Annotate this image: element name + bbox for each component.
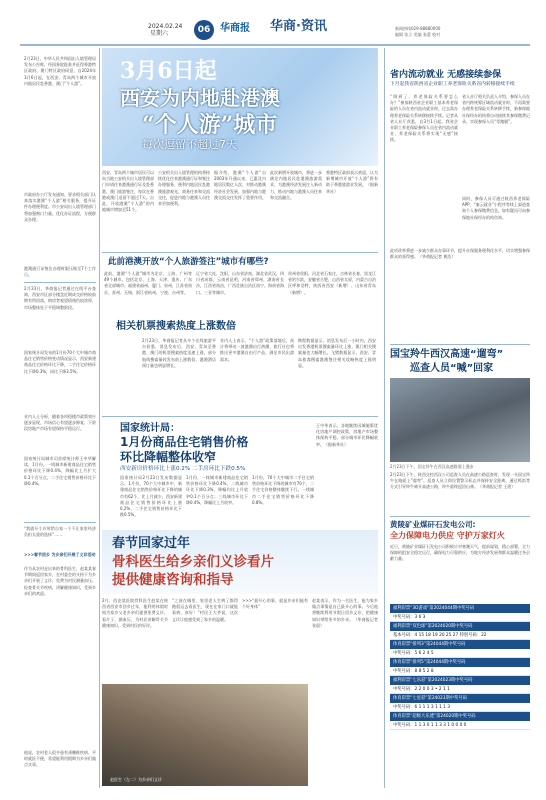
header-rule: [20, 44, 530, 46]
lead-body-col1: 西安、青岛两个城市居民可以向当地公安机关出入境管理部门申请往来港澳通行证及赴香港、澳门旅游签注，每次在香港或澳门逗留不超过7天。自此，开放港澳“个人游”的内地城市增加至51个。: [102, 170, 154, 213]
right-top-title: 省内流动就业 无感接续参保: [390, 70, 502, 80]
left-quote: >>>春节回乡 为乡亲们开展了义诊活动: [24, 552, 96, 557]
lead-intro-text: 2月23日，中华人民共和国出入境管理局发布公告称，经国务院批准并征得香港特区政府、澳门特区政府同意，自2024年3月6日起，在西安、青岛两个城市开放内地居民赴香港、澳门“个人游”。: [24, 56, 96, 86]
lead-subheadline: 每次逗留不超过7天: [142, 138, 237, 151]
lead-headline-line1: 3月6日起: [120, 58, 217, 84]
doctor-photo-caption: 赵医生（左二）为乡亲们义诊: [110, 777, 162, 782]
flights-text-1: 2月23日，华商报记者从多个在线旅游平台获悉，消息发布后，西安、青岛至香港、澳门的机票搜索热度迅速上涨，部分航线搜索量较发布前上涨数倍，港澳酒店预订量也明显增长。: [142, 338, 216, 368]
lottery-title: 体育彩票“七星彩”第24023期中奖号码: [390, 694, 530, 703]
lead-headline-line3: “个人游”城市: [142, 112, 278, 138]
doctor-col4: 赵某表示，作为一名医生，能为家乡做点事情是自己最开心的事。今后他将继续利用节假日回乡义诊，把健康知识带给更多的乡亲。（华商报记者 张晨）: [312, 598, 378, 628]
left-text-7: 他说，农村老人很多患有颈腰椎疾病，平时就医不便，希望能利用假期为乡亲们做点实事。: [24, 750, 96, 768]
page-number: 06: [194, 20, 214, 40]
lottery-title: 体育彩票“排列3”第24044期中奖号码: [390, 640, 530, 649]
column-rule: [99, 48, 100, 788]
cities-text-a: 此前，港澳“个人游”城市为北京、上海、广州等49个城市。包括北京、上海、天津、重庆、广东省全部城市、福建省福州、厦门、泉州，江苏省南京、苏州、无锡，浙江省杭州、宁波、台州等。: [104, 271, 192, 295]
doctor-col2: “之前在城里，家里老人生病了都得跑很远去看医生，现在在家门口就能看病，真好！”村民王大爷说，这次义诊让他感受到了家乡的温暖。: [172, 598, 238, 622]
right-top-text-2: 省人社厅相关负责人介绍，参保人员在省内跨统筹区域流动就业时，不再需要办理养老保险关系转移手续，新参保地社保经办机构将自动接续其参保缴费记录，实现参保人员“零跑腿”。: [462, 94, 530, 124]
lottery-value: 基本号码：4 15 18 19 20 25 27 特别号码：22: [390, 631, 530, 640]
sidebar-text: 市政府办公厅发布通知，要求相关部门认真落实港澳“个人游”相关服务，提升证件办理便利度。市公安局出入境管理部门将加强窗口力量，优化办证流程，方便群众办理。: [24, 192, 96, 222]
flights-text-2: 业内人士表示，“个人游”政策落地后，预计将带动一波港澳出行热潮，旅行社也将推出更多港澳自由行产品，满足市民出游需求。: [220, 338, 294, 362]
right-top-text-1: “调到了，养老保险关系要怎么办？”参加陕西省企业职工基本养老保险的人员在省内流动就业时，过去需办理养老保险关系转移接续手续。记者从省人社厅获悉，自3月1日起，我省企业职工养老保险参保人员在省内流动就业，养老保险关系将实现“无感”接续。: [390, 94, 458, 143]
lottery-value: 中奖号码：2 2 0 0 3 • 2 1 1: [390, 685, 530, 694]
column-rule: [384, 48, 385, 788]
right-mid-title-2: 巡查人员“喊”回家: [410, 363, 494, 374]
issue-date: 2024.02.24: [148, 23, 183, 30]
right-bottom-title: 黄陵矿业煤矸石发电公司:: [390, 520, 476, 529]
lottery-title: 福利彩票“双色球”第2024020期中奖号码: [390, 622, 530, 631]
lottery-value: 中奖号码：6 1 1 1 3 1 1 1 3: [390, 703, 530, 712]
left-text-2: 国家统计局发布的1月份70个大中城市商品住宅销售价格变动情况显示，西安新建商品住宅价格环比下降，二手住宅价格环比下降0.3%，同比下降3.5%。: [24, 350, 96, 374]
doctor-headline-1: 春节回家过年: [112, 536, 191, 551]
stats-kicker: 国家统计局：: [120, 423, 180, 434]
lottery-title: 体育彩票“超级大乐透”第24020期中奖号码: [390, 712, 530, 721]
takin-photo: [390, 378, 530, 462]
left-text-1: 2月23日，华商报记者通过在线平台查询，西安市区部分楼盘近期成交价格较前期有所回落，购房者观望情绪仍较浓厚，市场整体处于平稳调整阶段。: [24, 286, 96, 310]
doctor-headline-2: 骨科医生给乡亲们义诊看片: [112, 554, 274, 570]
stats-story: [102, 416, 378, 528]
lottery-title: 福利彩票“3D游戏”第2024044期中奖号码: [390, 604, 530, 613]
takin-photo-caption: 2月23日下午，国宝羚牛在西汉高速路面上漫步: [390, 464, 474, 469]
flights-text-3: 携程数据显示，消息发布后一小时内，西安出发香港机票搜索量环比上涨，澳门相关搜索量也大幅增长。飞猪数据显示，西安、青岛旅客搜索港澳签注相关攻略热度上涨明显。: [298, 338, 376, 368]
right-top-text-3: 同时，参保人员可通过陕西养老保险APP、“秦云就业”小程序等线上渠道查询个人参保缴费信息，如有疑问可向参保地社保经办机构咨询。: [462, 196, 530, 220]
cities-box: [102, 252, 378, 312]
lottery-value: 中奖号码：8 8 5 2 8: [390, 667, 530, 676]
lead-body-col5: 香港特区政府表示欢迎，认为新增城市开放“个人游”将有助于香港旅游业发展。（据新华社）: [326, 170, 378, 194]
lottery-title: 福利彩票“七乐彩”第2024023期中奖号码: [390, 676, 530, 685]
lead-headline-line2: 西安为内地赴港澳: [120, 86, 280, 110]
editor-credits: 编辑 张立 美编 张蕾 校对: [395, 32, 441, 37]
flights-story: [102, 316, 378, 412]
lead-body-col2: 公安机关出入境管理机构将持续优化往来港澳通行证和签注办理服务，便利内地居民赴港澳旅游观光、商务往来和交流交往，促进内地与港澳人员往来更加便利。: [158, 170, 210, 207]
section-title: 华商·资讯: [270, 19, 327, 34]
right-mid-text: 2月23日下午，陕西交控西汉公司巡查人员在高速公路巡查时，发现一头国宝羚牛在路面上“遛弯”。巡查人员立即设置警示标志并保持安全距离，通过鸣笛等方式引导羚牛离开高速公路，羚牛最终返回山林。（华商报记者 王煜）: [390, 472, 530, 490]
left-text-4: 国家统计局城市司首席统计师王中华解读，1月份，一线城市新建商品住宅销售价格环比下降0.4%，降幅比上月扩大0.1个百分点，二手住宅销售价格环比下降0.4%。: [24, 456, 96, 486]
flights-title: 相关机票搜索热度上涨数倍: [116, 321, 236, 332]
lottery-title: 体育彩票“排列5”第24044期中奖号码: [390, 658, 530, 667]
lead-body-col4: 此次新增开放城市，将进一步满足内地居民赴港澳旅游需求，为港澳经济发展注入新动力，推动内地与港澳人员往来和交流融合。: [270, 170, 322, 200]
news-hotline: 新闻热线029-88880000: [395, 26, 441, 31]
divider: [24, 522, 96, 523]
divider: [390, 344, 530, 345]
stats-col1: 国家统计局2月23日发布数据显示，1月份，70个大中城市中，新建商品住宅销售价格环比下降的城市有62个，比上月减少。西安新建商品住宅销售价格环比上涨0.2%，二手住宅销售价格环比下跌0.5%。: [120, 475, 182, 518]
stats-headline-1: 1月份商品住宅销售价格: [120, 435, 249, 449]
left-text-6: 作为从农村走出来的骨科医生，赵某某春节期间返回家乡，在村委会的支持下为乡亲们开展了义诊，免费为村民测量血压、检查骨关节疾病，讲解健康知识，受到乡亲们的欢迎。: [24, 566, 96, 596]
divider: [24, 282, 96, 283]
lottery-value: 中奖号码：3 6 3: [390, 613, 530, 622]
right-bottom-text: 近日，黄陵矿业煤矸石发电公司积极应对寒潮天气，提前谋划，精心部署，全力保障机组安全稳定运行，确保电力可靠供应，为地方经济发展和群众温暖过冬贡献力量。: [390, 544, 530, 562]
cities-text-c: 贵州省贵阳，河北省石家庄，吉林省长春，黑龙江省哈尔滨，安徽省合肥，山西省太原，内蒙古自治区呼和浩特，陕西省西安（新增）、山东省青岛（新增）。: [288, 271, 376, 295]
stats-headline-2: 环比降幅整体收窄: [120, 450, 217, 464]
right-mid-title-1: 国宝羚牛西汉高速“遛弯”: [390, 349, 504, 360]
stats-col4: 王中华表示，各地继续因城施策优化房地产调控政策，房地产市场整体保持平稳，部分城市环比降幅收窄。（据新华社）: [316, 423, 378, 447]
stats-col3: 1月份，70个大中城市二手住宅销售价格环比下降的城市有70个，二手住宅价格整体继续下行。一线城市二手住宅销售价格环比下降0.8%。: [252, 475, 314, 505]
stats-col2: 1月份，一线城市新建商品住宅销售价格环比下降0.4%，二线城市环比下降0.3%，降幅均比上月收窄0.1个百分点；三线城市环比下降0.4%，降幅比上月收窄。: [186, 475, 248, 505]
divider: [390, 516, 530, 517]
lead-body-col3: 据介绍，港澳“个人游”自2003年开通以来，已惠及内地居民数亿人次，对推动港澳经济社会发展、加强内地与港澳交流交往发挥了重要作用。: [214, 170, 266, 200]
doctor-headline-3: 提供健康咨询和指导: [112, 572, 234, 588]
doctor-col3: >>>“最开心的事，就是乡亲们能有个好身体”: [242, 598, 308, 610]
left-text-5: “我就开个诊所给自家一个不让家里经济负担太重的选择”……: [24, 526, 96, 538]
right-bottom-subtitle: 全力保障电力供应 守护万家灯火: [390, 531, 505, 540]
lottery-value: 中奖号码：1 1 3 0 1 1 3 3 1 0 0 0 0: [390, 721, 530, 730]
right-top-text-4: 此项改革将进一步减少群众办事环节，提升社保服务便利化水平，切实增强参保群众的获得感。（华商报记者 黄浩）: [390, 248, 530, 260]
issue-weekday: 星期六: [150, 30, 169, 37]
doctor-photo: [102, 684, 308, 786]
lead-banner: [102, 48, 378, 166]
doctor-col1: 2月，西安某医院骨科医生赵某在陕西省西安市回乡过年，他利用休假时间为家乡父老乡亲们提供免费义诊，看片子、测血压，为村民讲解骨关节健康知识，受到村民的好评。: [102, 598, 168, 628]
cities-box-title: 此前港澳开放“个人旅游签注”城市有哪些?: [108, 257, 269, 267]
lottery-table: [390, 604, 530, 730]
doctor-story-head: [102, 530, 378, 594]
sidebar-text-2: 港澳通行证签注办理时限压缩至7个工作日。: [24, 266, 96, 278]
right-top-subtitle: 下月起我省陕西省企业职工养老保险关系省内转移接续手续: [390, 82, 515, 87]
brand-logo: 华商报: [220, 23, 250, 34]
cities-text-b: 辽宁省大连、沈阳，山东省济南，湖北省武汉，四川省成都，云南省昆明，河南省郑州，湖南省长沙，江西省南昌，广西壮族自治区南宁、海南省海口、三亚等城市。: [196, 271, 284, 295]
lottery-value: 中奖号码：5 6 2 4 5: [390, 649, 530, 658]
stats-subheadline: 西安新房价格环比上涨0.2% 二手房环比下跌0.5%: [120, 466, 246, 472]
left-text-3: 业内人士分析，随着各项稳楼市政策效应逐步显现，市场信心有望逐步修复，下阶段房地产市场有望保持平稳运行。: [24, 414, 96, 432]
